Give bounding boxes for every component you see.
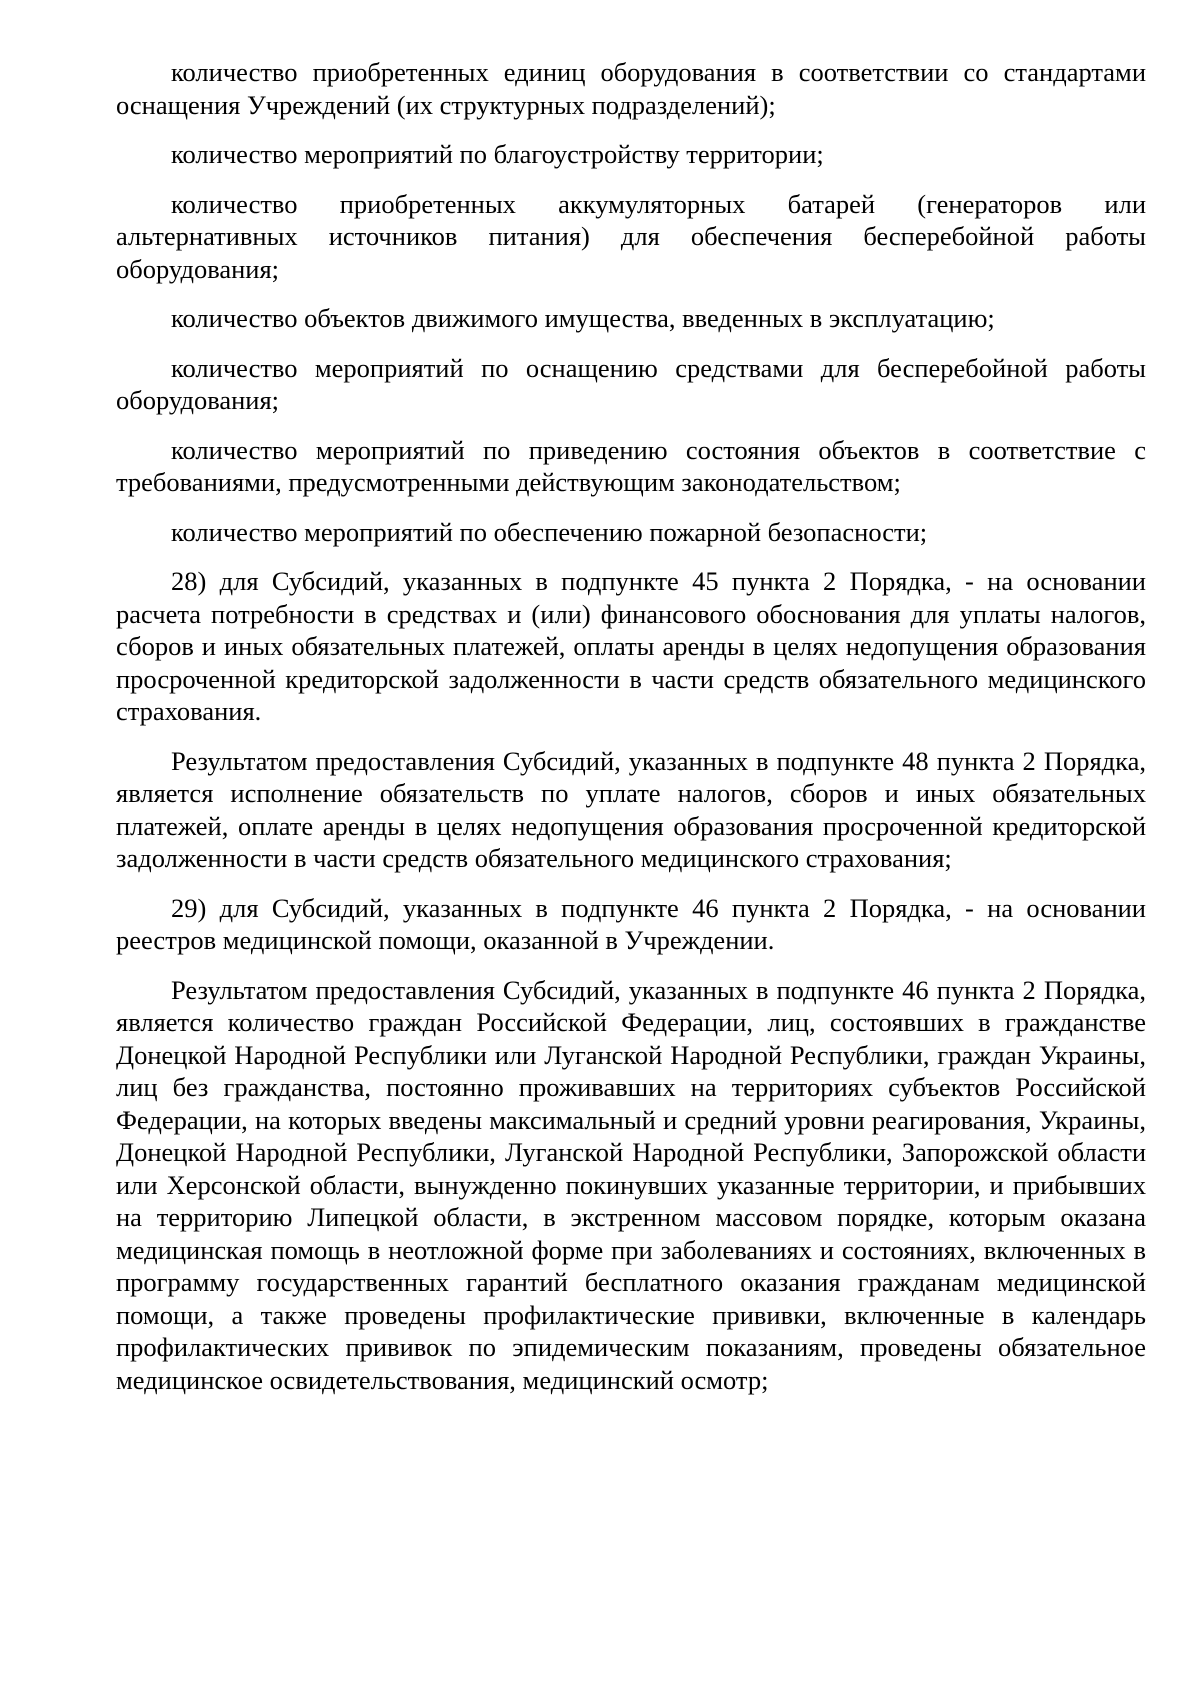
- paragraph-item-29: 29) для Субсидий, указанных в подпункте 46 пункта 2 Порядка, - на основании реестров медицинской помощи, оказанной в Учреждении.: [116, 892, 1146, 955]
- paragraph-legal-compliance: количество мероприятий по приведению состояния объектов в соответствие с требованиями, предусмотренными действующим законодательством;: [116, 434, 1146, 497]
- paragraph-movable-property: количество объектов движимого имущества, введенных в эксплуатацию;: [171, 303, 995, 333]
- paragraph-item-28: 28) для Субсидий, указанных в подпункте 45 пункта 2 Порядка, - на основании расчета потребности в средствах и (или) финансового обоснования для уплаты налогов, сборов и иных обязательных платежей, оплаты аренды в целях недопущения образования просроченной кредиторской задолженности в части средств обязательного медицинского страхования.: [116, 566, 1146, 726]
- document-page: [116, 56, 1146, 1413]
- paragraph-fire-safety: количество мероприятий по обеспечению пожарной безопасности;: [171, 516, 928, 547]
- paragraph-result-46: Результатом предоставления Субсидий, указанных в подпункте 46 пункта 2 Порядка, является количество граждан Российской Федерации, лиц, состоявших в гражданстве Донецкой Народной Республики или Луганской Народной Республики, граждан Украины, лиц без гражданства, постоянно проживавших на территориях субъектов Российской Федерации, на которых введены максимальный и средний уровни реагирования, Украины, Донецкой Народной Республики, Луганской Народной Республики, Запорожской области или Херсонской области, вынужденно покинувших указанные территории, и прибывших на территорию Липецкой области, в экстренном массовом порядке, которым оказана медицинская помощь в неотложной форме при заболеваниях и состояниях, включенных в программу государственных гарантий бесплатного оказания гражданам медицинской помощи, а также проведены профилактические прививки, включенные в календарь профилактических прививок по эпидемическим показаниям, проведены обязательное медицинское освидетельствования, медицинский осмотр;: [116, 974, 1146, 1395]
- paragraph-landscaping-events: количество мероприятий по благоустройству территории;: [171, 139, 824, 169]
- paragraph-uninterrupted-equipment: количество мероприятий по оснащению средствами для бесперебойной работы оборудования;: [116, 352, 1146, 415]
- paragraph-batteries: количество приобретенных аккумуляторных батарей (генераторов или альтернативных источников питания) для обеспечения бесперебойной работы оборудования;: [116, 188, 1146, 284]
- paragraph-equipment-units: количество приобретенных единиц оборудования в соответствии со стандартами оснащения Учреждений (их структурных подразделений);: [116, 57, 1146, 120]
- paragraph-result-48: Результатом предоставления Субсидий, указанных в подпункте 48 пункта 2 Порядка, является исполнение обязательств по уплате налогов, сборов и иных обязательных платежей, оплате аренды в целях недопущения образования просроченной кредиторской задолженности в части средств обязательного медицинского страхования;: [116, 745, 1146, 873]
